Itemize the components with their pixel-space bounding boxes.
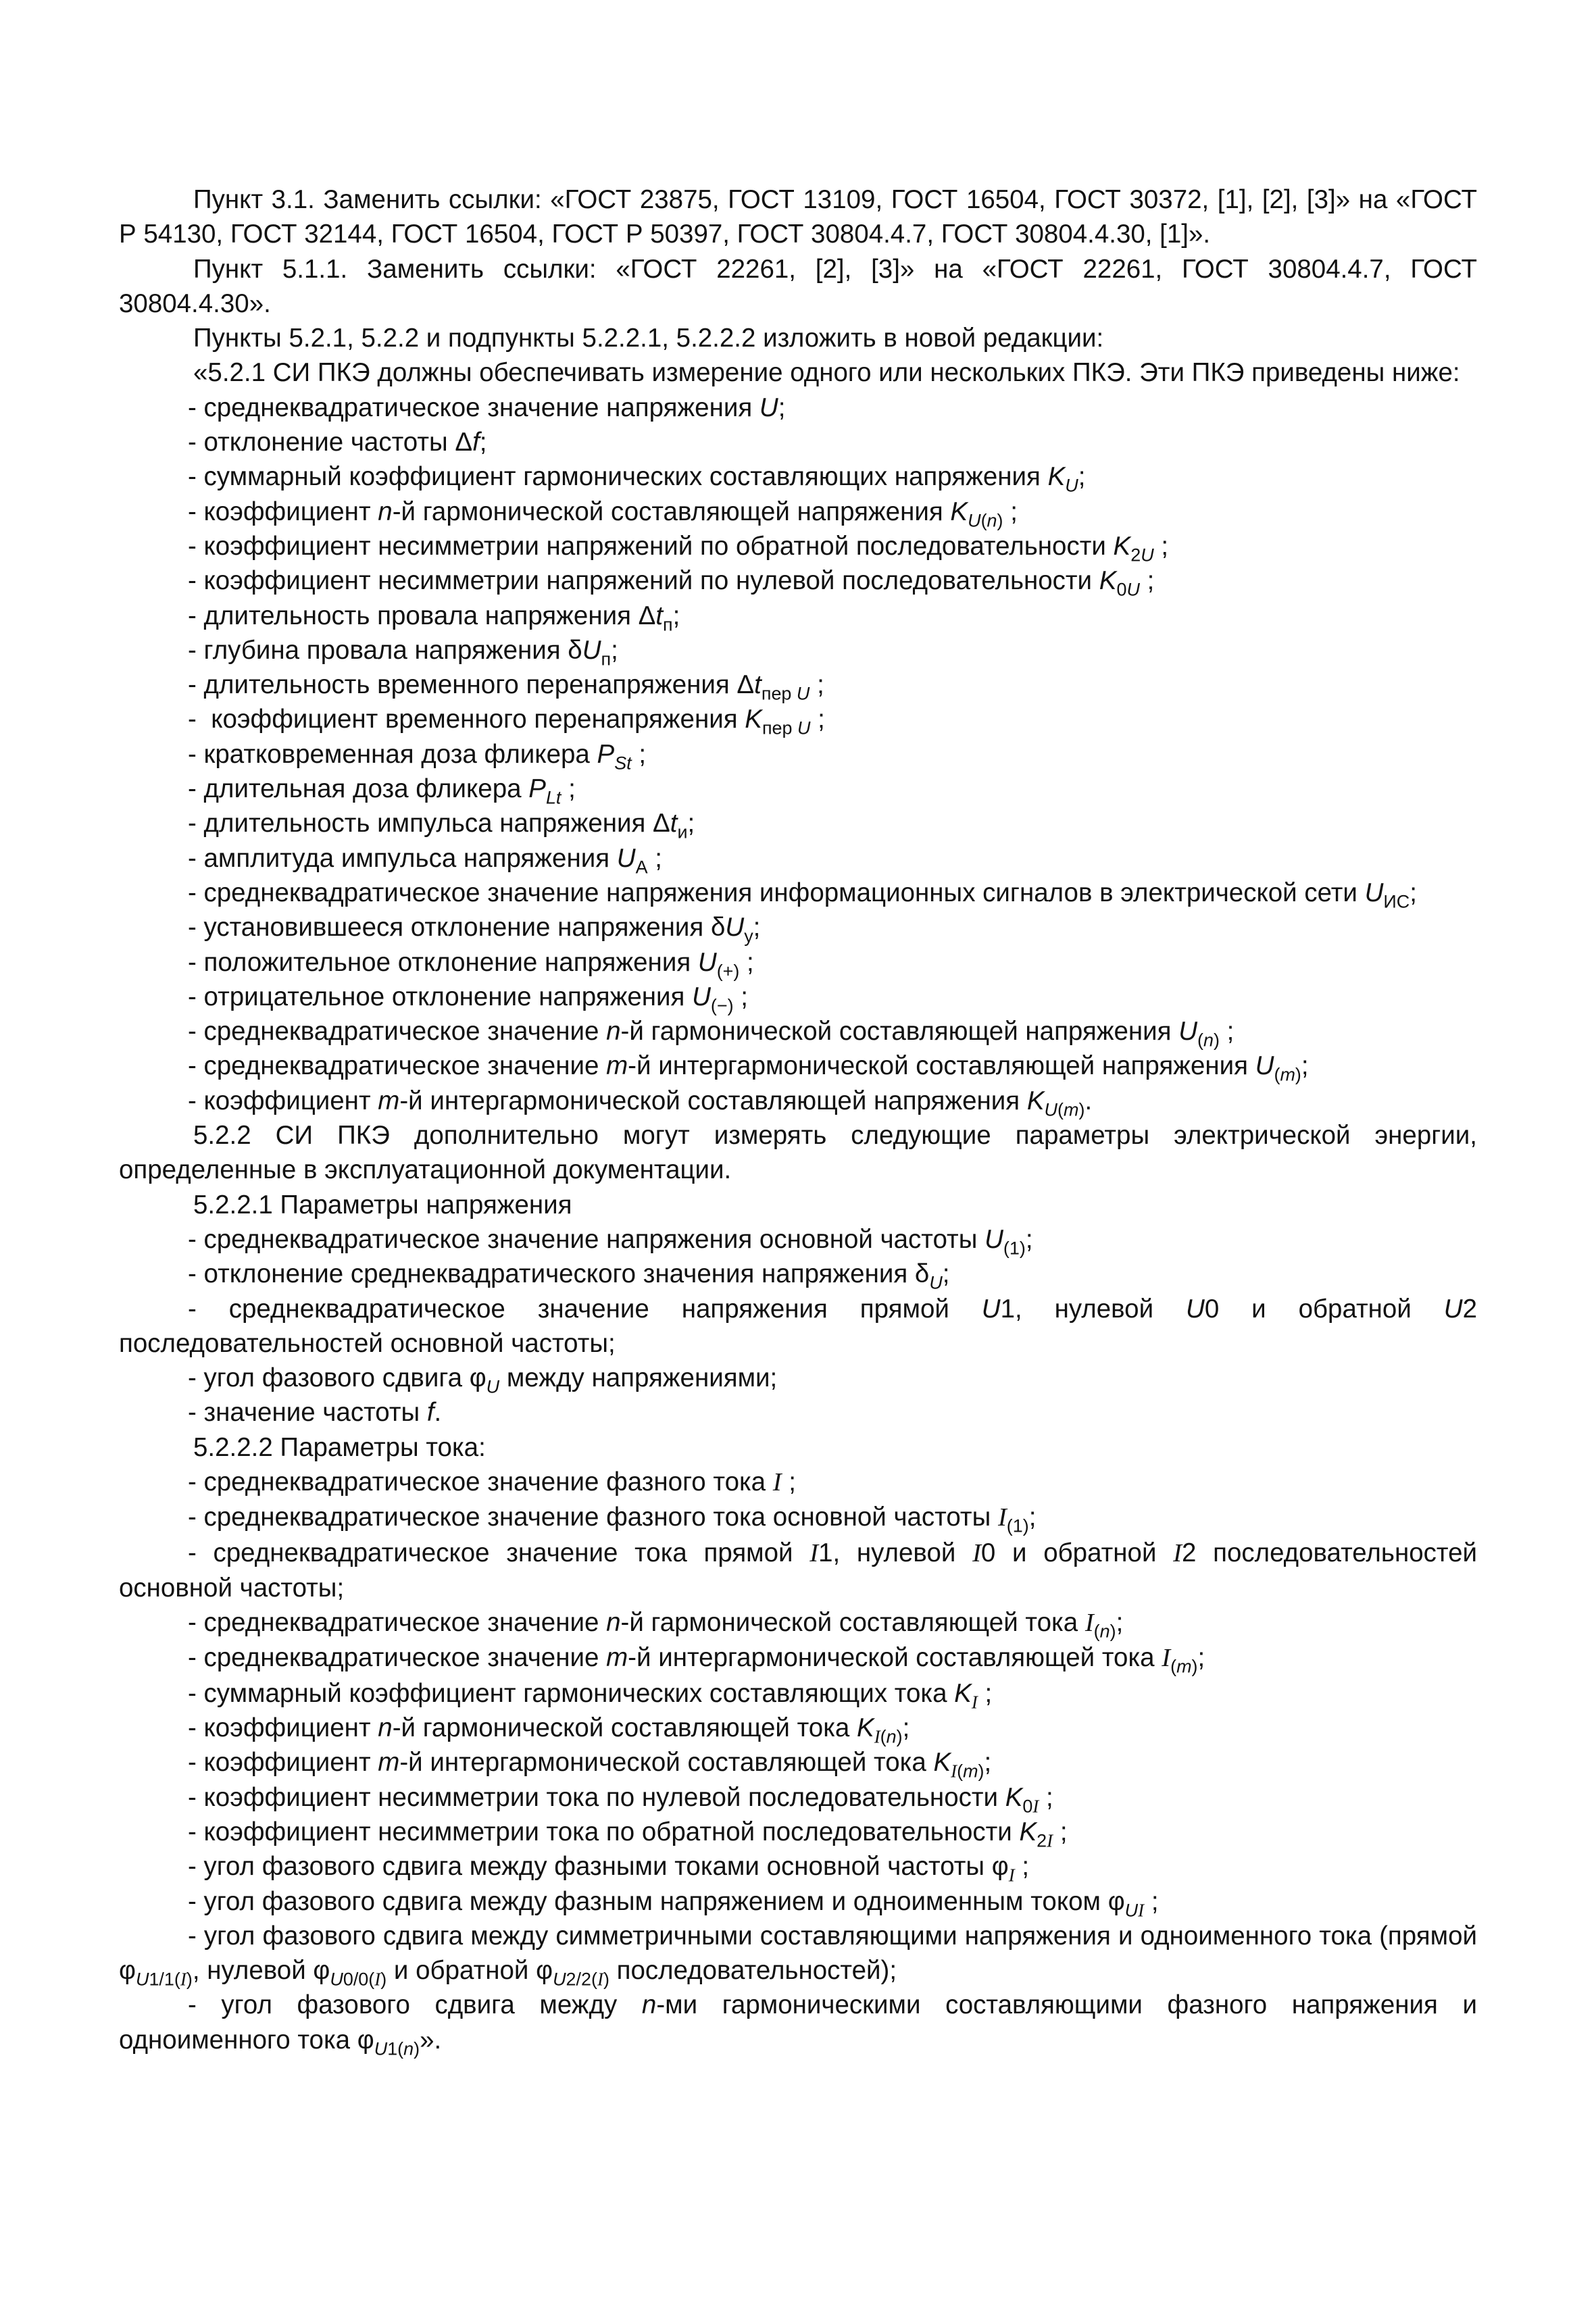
list-item: - значение частоты f.: [188, 1398, 442, 1428]
paragraph-5-1-1: Пункт 5.1.1. Заменить ссылки: «ГОСТ 22261, [2], [3]» на «ГОСТ 22261, ГОСТ 30804.4.7, ГОСТ 30804.4.30».: [119, 254, 1477, 318]
list-item: - отрицательное отклонение напряжения $U_{(-)}$ ;: [188, 982, 748, 1016]
paragraph-5-2-1: «5.2.1 СИ ПКЭ должны обеспечивать измерение одного или нескольких ПКЭ. Эти ПКЭ приведены ниже:: [193, 358, 1460, 388]
list-item: - среднеквадратическое значение n-й гармонической составляющей напряжения $U_{(n)}$ ;: [188, 1017, 1235, 1051]
list-item: - среднеквадратическое значение напряжения U;: [188, 393, 786, 422]
list-item: - отклонение частоты Δf;: [188, 428, 487, 457]
list-item: - суммарный коэффициент гармонических составляющих напряжения $K_U$;: [188, 462, 1086, 496]
list-item: - коэффициент временного перенапряжения $K_{пер U}$ ;: [188, 705, 825, 738]
list-item: - положительное отклонение напряжения $U_{(+)}$ ;: [188, 947, 754, 981]
list-item: - среднеквадратическое значение m-й интергармонической составляющей напряжения $U_{(m)}$;: [188, 1051, 1309, 1085]
list-item: - длительная доза фликера $P_{Lt}$ ;: [188, 774, 576, 808]
paragraph-3-1: Пункт 3.1. Заменить ссылки: «ГОСТ 23875, ГОСТ 13109, ГОСТ 16504, ГОСТ 30372, [1], [2], [3]» на «ГОСТ Р 54130, ГОСТ 32144, ГОСТ 16504, ГОСТ Р 50397, ГОСТ 30804.4.7, ГОСТ 30804.4.30, [1]».: [119, 185, 1477, 249]
list-item: - угол фазового сдвига между фазными токами основной частоты $\varphi_I$ ;: [188, 1852, 1030, 1886]
list-5-2-2-1: [119, 1222, 1477, 1430]
list-5-2-1: [119, 391, 1477, 1118]
list-item: - среднеквадратическое значение тока прямой I1, нулевой I0 и обратной I2 последовательностей основной частоты;: [119, 1538, 1477, 1603]
heading-5-2-2-2: 5.2.2.2 Параметры тока:: [193, 1432, 486, 1462]
list-item: - длительность временного перенапряжения $\Delta t_{пер U}$ ;: [188, 670, 824, 704]
list-5-2-2-2: [119, 1465, 1477, 2057]
list-item: - коэффициент m-й интергармонической составляющей тока $K_{I(m)}$;: [188, 1748, 992, 1782]
list-item: - установившееся отклонение напряжения $\delta U_у$;: [188, 913, 761, 947]
list-item: - коэффициент несимметрии тока по обратной последовательности $K_{2I}$ ;: [188, 1817, 1068, 1851]
list-item: - угол фазового сдвига между n-ми гармоническими составляющими фазного напряжения и одноименного тока $\varphi_{U1(n)}$».: [119, 1990, 1478, 2059]
list-item: - угол фазового сдвига между фазным напряжением и одноименным током $\varphi_{UI}$ ;: [188, 1886, 1159, 1920]
list-item: - коэффициент несимметрии напряжений по нулевой последовательности $K_{0U}$ ;: [188, 566, 1155, 600]
list-item: - глубина провала напряжения $\delta U_п$;: [188, 635, 618, 670]
document-page: [119, 182, 1477, 2057]
list-item: - длительность провала напряжения $\Delta t_п$;: [188, 601, 680, 634]
paragraph-5-2-2: 5.2.2 СИ ПКЭ дополнительно могут измерять следующие параметры электрической энергии, определенные в эксплуатационной документации.: [119, 1121, 1477, 1185]
list-item: - среднеквадратическое значение напряжения основной частоты $U_{(1)}$;: [188, 1224, 1033, 1259]
list-item: - угол фазового сдвига $\varphi_U$ между напряжениями;: [188, 1363, 778, 1397]
list-item: - длительность импульса напряжения $\Delta t_и$;: [188, 809, 695, 842]
paragraph-instruction: Пункты 5.2.1, 5.2.2 и подпункты 5.2.2.1, 5.2.2.2 изложить в новой редакции:: [193, 324, 1104, 353]
list-item: - отклонение среднеквадратического значения напряжения $\delta_U$;: [188, 1259, 950, 1293]
list-item: - среднеквадратическое значение m-й интергармонической составляющей тока $I_{(m)}$;: [188, 1643, 1205, 1677]
heading-5-2-2-1: 5.2.2.1 Параметры напряжения: [193, 1190, 572, 1219]
list-item: - среднеквадратическое значение фазного тока основной частоты $I_{(1)}$;: [188, 1503, 1037, 1536]
list-item: - среднеквадратическое значение напряжения информационных сигналов в электрической сети $U_{ИС}$;: [188, 878, 1417, 912]
list-item: - коэффициент n-й гармонической составляющей тока $K_{I(n)}$;: [188, 1713, 910, 1747]
list-item: - коэффициент m-й интергармонической составляющей напряжения $K_{U(m)}$.: [188, 1086, 1093, 1120]
list-item: - суммарный коэффициент гармонических составляющих тока $K_I$ ;: [188, 1678, 993, 1713]
list-item: - среднеквадратическое значение напряжения прямой U1, нулевой U0 и обратной U2 последовательностей основной частоты;: [119, 1294, 1478, 1358]
list-item: - среднеквадратическое значение фазного тока I ;: [188, 1467, 797, 1496]
list-item: - коэффициент несимметрии тока по нулевой последовательности $K_{0I}$ ;: [188, 1782, 1053, 1817]
list-item: - коэффициент n-й гармонической составляющей напряжения $K_{U(n)}$ ;: [188, 497, 1018, 531]
list-item: - кратковременная доза фликера $P_{St}$ ;: [188, 739, 647, 774]
list-item: - коэффициент несимметрии напряжений по обратной последовательности $K_{2U}$ ;: [188, 531, 1169, 565]
list-item: - среднеквадратическое значение n-й гармонической составляющей тока $I_{(n)}$;: [188, 1608, 1124, 1642]
list-item: - амплитуда импульса напряжения $U_А$ ;: [188, 843, 662, 878]
list-item: - угол фазового сдвига между симметричными составляющими напряжения и одноименного тока (прямой $\varphi_{U1/1(I)}$, нулевой $\varphi_{U0/0(I)}$ и обратной $\varphi_{U2/2(I)}$ последовательностей);: [119, 1921, 1477, 1990]
